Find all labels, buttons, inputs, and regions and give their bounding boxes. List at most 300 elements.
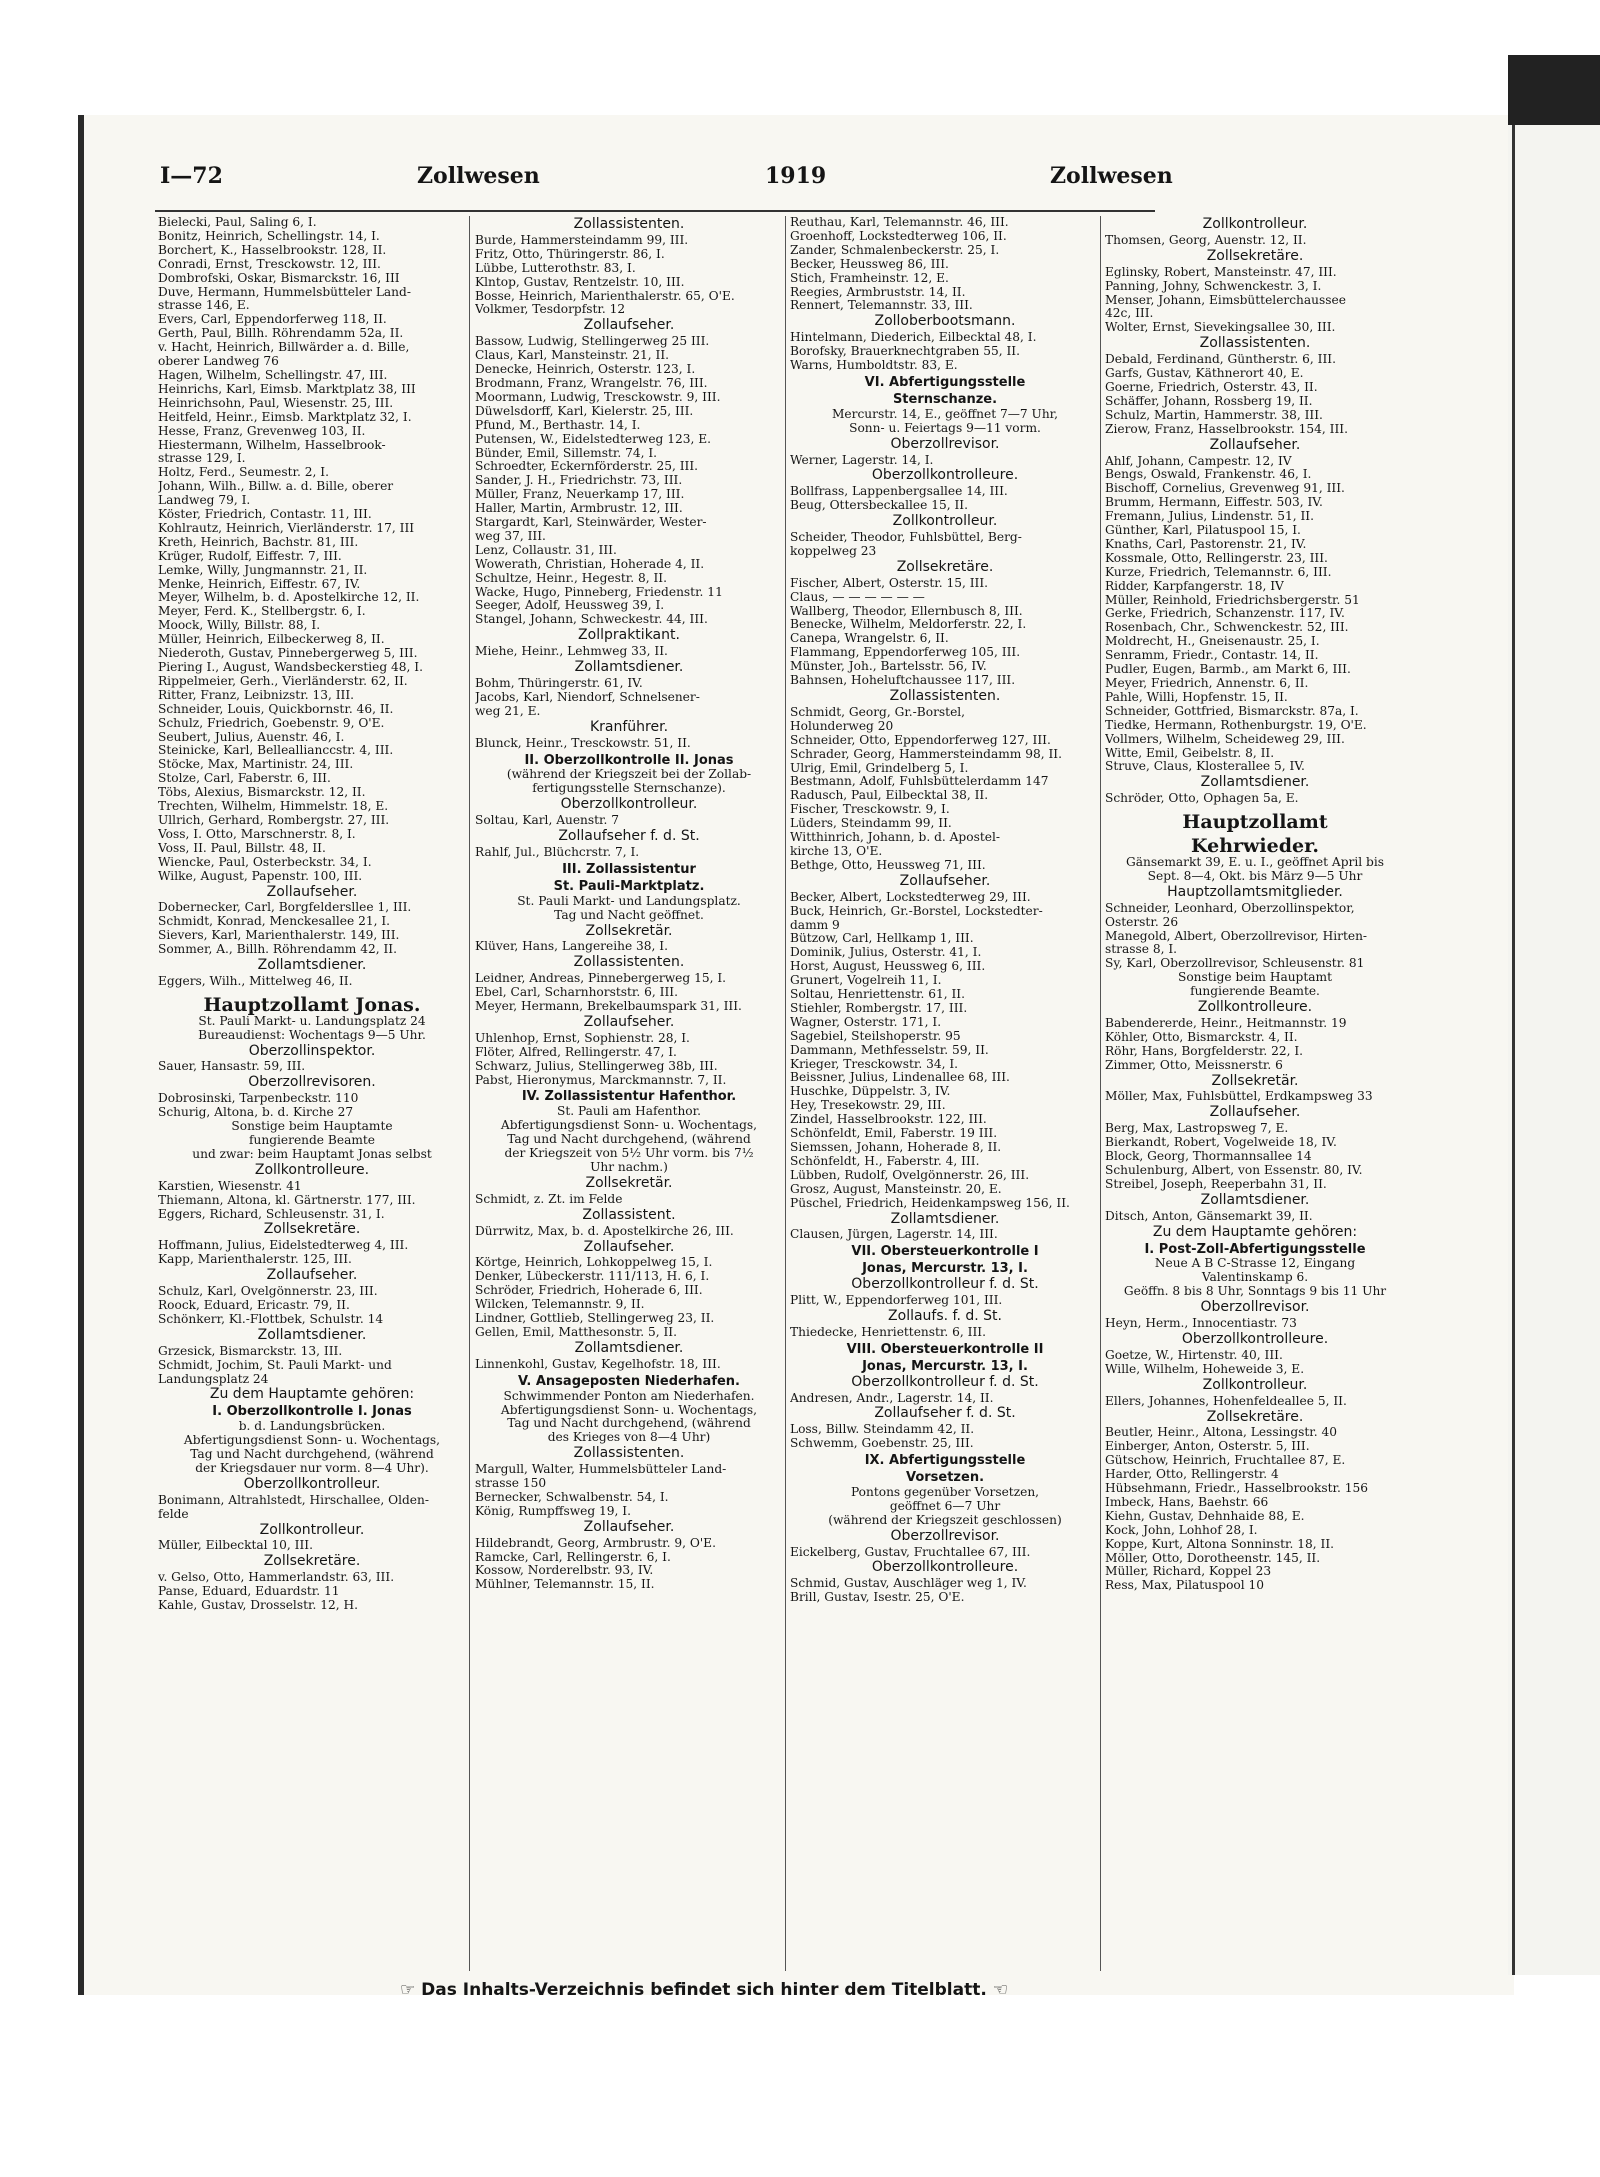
entry-line: Eggers, Wilh., Mittelweg 46, II. (158, 974, 353, 988)
centered-note: Bureaudienst: Wochentags 9—5 Uhr. (198, 1027, 426, 1042)
centered-note: Sonstige beim Hauptamt (1178, 970, 1332, 985)
centered-note: des Krieges von 8—4 Uhr) (547, 1430, 711, 1445)
entry-line: Rippelmeier, Gerh., Vierländerstr. 62, II. (158, 674, 408, 688)
entry-line: Borchert, K., Hasselbrookstr. 128, II. (158, 243, 387, 257)
entry-line: Wilcken, Telemannstr. 9, II. (475, 1298, 645, 1312)
entry-line: Flöter, Alfred, Rellingerstr. 47, I. (475, 1045, 677, 1059)
entry-line: Zimmer, Otto, Meissnerstr. 6 (1105, 1058, 1283, 1072)
entry-line: Evers, Carl, Eppendorferweg 118, II. (158, 313, 387, 327)
entry-line: Schmidt, Jochim, St. Pauli Markt- und (158, 1358, 392, 1372)
entry-line: Sagebiel, Steilshoperstr. 95 (790, 1029, 961, 1043)
section-heading: Zollaufseher. (1209, 436, 1301, 453)
section-heading: Zollsekretäre. (263, 1221, 361, 1238)
entry-line: Kiehn, Gustav, Dehnhaide 88, E. (1105, 1509, 1305, 1523)
entry-line: Wiencke, Paul, Osterbeckstr. 34, I. (158, 855, 372, 869)
entry-line: Schulz, Karl, Övelgönnerstr. 23, III. (158, 1285, 378, 1299)
entry-line: Tiedke, Hermann, Rothenburgstr. 19, O'E. (1105, 718, 1367, 732)
centered-note: Pontons gegenüber Vorsetzen, (850, 1484, 1040, 1499)
entry-line: Steinicke, Karl, Belleallianccstr. 4, III. (158, 744, 394, 758)
entry-line: Margull, Walter, Hummelsbütteler Land- (475, 1463, 727, 1477)
section-heading: Oberzollrevisor. (1200, 1299, 1310, 1316)
entry-line: Goerne, Friedrich, Osterstr. 43, II. (1105, 380, 1318, 394)
entry-line: Zindel, Hasselbrookstr. 122, III. (790, 1113, 987, 1127)
section-heading: Zollsekretär. (1211, 1072, 1299, 1089)
entry-line: Warns, Humboldtstr. 83, E. (790, 359, 958, 373)
entry-line: Schneider, Louis, Quickbornstr. 46, II. (158, 702, 394, 716)
entry-line: Schönkerr, Kl.-Flottbek, Schulstr. 14 (158, 1312, 384, 1326)
entry-line: Schulz, Friedrich, Goebenstr. 9, O'E. (158, 716, 385, 730)
section-heading: Zollassistenten. (1199, 335, 1311, 352)
entry-line: Grunert, Vogelreih 11, I. (790, 974, 942, 988)
centered-note: St. Pauli Markt- u. Landungsplatz 24 (198, 1013, 426, 1028)
entry-line: Claus, — — — — — — (790, 590, 925, 604)
entry-line: Schönfeldt, H., Faberstr. 4, III. (790, 1154, 980, 1168)
office-heading: IX. Abfertigungsstelle (864, 1453, 1026, 1469)
entry-line: Bünder, Emil, Sillemstr. 74, I. (475, 446, 658, 460)
office-heading: Jonas, Mercurstr. 13, I. (862, 1261, 1028, 1277)
entry-line: oberer Landweg 76 (158, 355, 279, 369)
entry-line: Schmidt, z. Zt. im Felde (475, 1192, 623, 1206)
entry-line: Schultze, Heinr., Hegestr. 8, II. (475, 571, 667, 585)
entry-line: Kahle, Gustav, Drosselstr. 12, H. (158, 1599, 358, 1613)
entry-line: Grosz, August, Mansteinstr. 20, E. (790, 1182, 1002, 1196)
entry-line: Harder, Otto, Rellingerstr. 4 (1105, 1468, 1279, 1482)
entry-line: Bosse, Heinrich, Marienthalerstr. 65, O'E. (475, 289, 735, 303)
centered-note: Tag und Nacht durchgehend, (während (507, 1132, 751, 1147)
office-heading: V. Ansageposten Niederhafen. (518, 1373, 740, 1389)
entry-line: Schrader, Georg, Hammersteindamm 98, II. (790, 747, 1062, 761)
entry-line: Schneider, Otto, Eppendorferweg 127, III. (790, 733, 1051, 747)
entry-line: Töbs, Alexius, Bismarckstr. 12, II. (158, 786, 366, 800)
office-heading: Vorsetzen. (905, 1470, 985, 1486)
entry-line: Beissner, Julius, Lindenallee 68, III. (790, 1071, 1010, 1085)
entry-line: Münster, Joh., Bartelsstr. 56, IV. (790, 660, 987, 674)
entry-line: Gerth, Paul, Billh. Röhrendamm 52a, II. (158, 327, 404, 341)
entry-line: Moldrecht, H., Gneisenaustr. 25, I. (1105, 635, 1320, 649)
centered-note: fungierende Beamte (249, 1133, 375, 1147)
entry-line: Wolter, Ernst, Sievekingsallee 30, III. (1105, 321, 1336, 335)
entry-line: Goetze, W., Hirtenstr. 40, III. (1105, 1348, 1283, 1362)
entry-line: Günther, Karl, Pilatuspool 15, I. (1105, 524, 1301, 538)
centered-note: geöffnet 6—7 Uhr (889, 1498, 1001, 1513)
section-heading: Zollsekretär. (585, 922, 673, 939)
section-heading: Zollkontrolleur. (1202, 216, 1308, 232)
entry-line: Linnenkohl, Gustav, Kegelhofstr. 18, III. (475, 1357, 721, 1371)
section-heading: Zollaufseher f. d. St. (874, 1405, 1016, 1422)
entry-line: Volkmer, Tesdorpfstr. 12 (475, 303, 626, 317)
entry-line: Schulz, Martin, Hammerstr. 38, III. (1105, 408, 1323, 422)
section-heading: Zollamtsdiener. (257, 957, 367, 974)
entry-line: Huschke, Düppelstr. 3, IV. (790, 1085, 951, 1099)
entry-line: strasse 150 (475, 1477, 547, 1491)
centered-note: Geöffn. 8 bis 8 Uhr, Sonntags 9 bis 11 Uhr (1123, 1284, 1387, 1299)
entry-line: Lübben, Rudolf, Övelgönnerstr. 26, III. (790, 1168, 1030, 1182)
section-heading: Zollsekretär. (585, 1174, 673, 1191)
entry-line: Einberger, Anton, Osterstr. 5, III. (1105, 1440, 1310, 1454)
entry-line: Denker, Lübeckerstr. 111/113, H. 6, I. (475, 1270, 710, 1284)
entry-line: Schneider, Gottfried, Bismarckstr. 87a, I. (1105, 704, 1359, 718)
entry-line: Seeger, Adolf, Heussweg 39, I. (475, 599, 665, 613)
entry-line: Stiehler, Rombergstr. 17, III. (790, 1001, 968, 1015)
centered-note: Sonn- u. Feiertags 9—11 vorm. (849, 420, 1041, 435)
section-heading: Zollaufseher. (266, 1267, 358, 1284)
entry-line: Kossow, Norderelbstr. 93, IV. (475, 1564, 654, 1578)
entry-line: Senramm, Friedr., Contastr. 14, II. (1105, 649, 1319, 663)
entry-line: Fischer, Tresckowstr. 9, I. (790, 803, 950, 817)
section-heading: Oberzollrevisor. (890, 1527, 1000, 1544)
section-heading: Hauptzollamtsmitglieder. (1167, 883, 1343, 900)
entry-line: Ebel, Carl, Scharnhorststr. 6, III. (475, 986, 678, 1000)
entry-line: Buck, Heinrich, Gr.-Borstel, Lockstedter- (790, 904, 1043, 918)
entry-line: Thiemann, Altona, kl. Gärtnerstr. 177, III. (158, 1193, 416, 1207)
entry-line: Kossmale, Otto, Rellingerstr. 23, III. (1105, 551, 1328, 565)
centered-note: fertigungsstelle Sternschanze). (532, 781, 726, 796)
entry-line: Beutler, Heinr., Altona, Lessingstr. 40 (1105, 1426, 1338, 1440)
centered-note: Gänsemarkt 39, E. u. I., geöffnet April bis (1126, 854, 1384, 869)
section-heading: Zollassistent. (582, 1206, 676, 1223)
entry-line: Siemssen, Johann, Hoherade 8, II. (790, 1141, 1002, 1154)
entry-line: Kock, John, Lohhof 28, I. (1105, 1523, 1258, 1537)
section-heading: Oberzollrevisoren. (248, 1074, 376, 1091)
entry-line: Wowerath, Christian, Hoherade 4, II. (475, 557, 705, 571)
entry-line: Schmidt, Georg, Gr.-Borstel, (790, 705, 966, 719)
entry-line: Kapp, Marienthalerstr. 125, III. (158, 1253, 352, 1267)
office-heading: II. Oberzollkontrolle II. Jonas (524, 752, 734, 768)
header-right-title: Zollwesen (1050, 163, 1173, 189)
entry-line: Beug, Ottersbeckallee 15, II. (790, 499, 968, 513)
entry-line: Thiedecke, Henriettenstr. 6, III. (790, 1325, 986, 1339)
entry-line: Pfund, M., Berthastr. 14, I. (475, 418, 641, 432)
entry-line: Niederoth, Gustav, Pinnebergerweg 5, III. (158, 647, 418, 661)
entry-line: Debald, Ferdinand, Güntherstr. 6, III. (1105, 353, 1336, 367)
entry-line: Müller, Heinrich, Eilbeckerweg 8, II. (158, 633, 385, 647)
entry-line: Sauer, Hansastr. 59, III. (158, 1060, 306, 1074)
entry-line: Scheider, Theodor, Fuhlsbüttel, Berg- (790, 531, 1022, 545)
centered-note: Sonstige beim Hauptamte (231, 1119, 393, 1134)
column-3 (790, 216, 1100, 1605)
entry-line: Müller, Franz, Neuerkamp 17, III. (475, 488, 685, 502)
section-heading: Zollaufseher f. d. St. (558, 828, 700, 845)
section-heading: Oberzollkontrolleur f. d. St. (851, 1373, 1039, 1390)
entry-line: koppelweg 23 (790, 544, 877, 558)
office-heading: VI. Abfertigungsstelle (864, 374, 1026, 390)
entry-line: Denecke, Heinrich, Osterstr. 123, I. (475, 363, 696, 377)
entry-line: Schulenburg, Albert, von Essenstr. 80, IV. (1105, 1164, 1363, 1177)
entry-line: Ullrich, Gerhard, Rombergstr. 27, III. (158, 813, 390, 827)
entry-line: Bestmann, Adolf, Fuhlsbüttelerdamm 147 (790, 775, 1049, 789)
entry-line: Brodmann, Franz, Wrangelstr. 76, III. (475, 376, 708, 390)
centered-note: Abfertigungsdienst Sonn- u. Wochentags, (500, 1402, 758, 1417)
entry-line: Grzesick, Bismarckstr. 13, III. (158, 1344, 343, 1358)
entry-line: Imbeck, Hans, Baehstr. 66 (1105, 1495, 1269, 1509)
entry-line: Dammann, Methfesselstr. 59, II. (790, 1043, 989, 1057)
entry-line: Johann, Wilh., Billw. a. d. Bille, oberer (158, 480, 394, 494)
section-heading: Zollkontrolleure. (1197, 999, 1313, 1016)
office-heading: IV. Zollassistentur Hafenthor. (521, 1089, 737, 1105)
entry-line: Panning, Johny, Schwenckestr. 3, I. (1105, 279, 1322, 293)
entry-line: Holunderweg 20 (790, 719, 894, 733)
main-office-title: Hauptzollamt Jonas. (203, 993, 421, 1016)
entry-line: Mühlner, Telemannstr. 15, II. (475, 1578, 655, 1592)
page-number: I—72 (160, 163, 223, 189)
entry-line: Lübbe, Lutterothstr. 83, I. (475, 261, 636, 275)
entry-line: Kreth, Heinrich, Bachstr. 81, III. (158, 535, 359, 549)
entry-line: Wallberg, Theodor, Ellernbusch 8, III. (790, 604, 1023, 618)
entry-line: Babendererde, Heinr., Heitmannstr. 19 (1105, 1016, 1347, 1030)
entry-line: v. Hacht, Heinrich, Billwärder a. d. Bille, (158, 341, 410, 355)
entry-line: Knaths, Carl, Pastorenstr. 21, IV. (1105, 537, 1307, 551)
entry-line: Stolze, Carl, Faberstr. 6, III. (158, 772, 331, 786)
entry-line: weg 37, III. (475, 529, 546, 543)
entry-line: Reegies, Armbruststr. 14, II. (790, 285, 966, 299)
section-heading: Zolloberbootsmann. (874, 313, 1016, 330)
entry-line: Heitfeld, Heinr., Eimsb. Marktplatz 32, I. (158, 410, 412, 424)
entry-line: Hildebrandt, Georg, Armbrustr. 9, O'E. (475, 1536, 716, 1550)
entry-line: Canepa, Wrangelstr. 6, II. (790, 632, 949, 646)
entry-line: Jacobs, Karl, Niendorf, Schnelsener- (475, 690, 700, 704)
entry-line: Düwelsdorff, Karl, Kielerstr. 25, III. (475, 404, 694, 418)
entry-line: Wilke, August, Papenstr. 100, III. (158, 869, 363, 883)
centered-note: Uhr nachm.) (590, 1160, 668, 1174)
entry-line: Schwarz, Julius, Stellingerweg 38b, III. (475, 1059, 718, 1073)
entry-line: Ramcke, Carl, Rellingerstr. 6, I. (475, 1550, 671, 1564)
entry-line: Roock, Eduard, Ericastr. 79, II. (158, 1298, 350, 1312)
entry-line: Brumm, Hermann, Eiffestr. 503, IV. (1105, 496, 1323, 510)
section-heading: Zollkontrolleur. (1202, 1376, 1308, 1393)
entry-line: Eickelberg, Gustav, Fruchtallee 67, III. (790, 1545, 1031, 1559)
entry-line: Schröder, Friedrich, Hoherade 6, III. (475, 1284, 703, 1298)
centered-note: fungierende Beamte. (1190, 984, 1320, 999)
entry-line: Groenhoff, Lockstedterweg 106, II. (790, 229, 1007, 243)
entry-line: Flammang, Eppendorferweg 105, III. (790, 646, 1021, 660)
centered-note: Abfertigungsdienst Sonn- u. Wochentags, (500, 1118, 758, 1133)
entry-line: Müller, Eilbecktal 10, III. (158, 1539, 313, 1553)
section-heading: Kranführer. (589, 718, 669, 735)
entry-line: Witte, Emil, Geibelstr. 8, II. (1105, 746, 1275, 760)
centered-note: und zwar: beim Hauptamt Jonas selbst (192, 1146, 432, 1161)
entry-line: Bonimann, Altrahlstedt, Hirschallee, Olden- (158, 1493, 429, 1507)
section-heading: Oberzollinspektor. (248, 1042, 376, 1059)
entry-line: Stargardt, Karl, Steinwärder, Wester- (475, 516, 707, 530)
office-heading: VII. Obersteuerkontrolle I (851, 1244, 1039, 1260)
entry-line: 42c, III. (1105, 307, 1154, 321)
entry-line: Eggers, Richard, Schleusenstr. 31, I. (158, 1207, 385, 1221)
centered-note: der Kriegsdauer nur vorm. 8—4 Uhr). (195, 1460, 429, 1475)
entry-line: Voss, II. Paul, Billstr. 48, II. (158, 841, 326, 855)
entry-line: Sommer, A., Billh. Röhrendamm 42, II. (158, 943, 397, 957)
next-page-edge (1508, 115, 1600, 1975)
entry-line: Müller, Richard, Koppel 23 (1105, 1565, 1272, 1579)
entry-line: Gerke, Friedrich, Schanzenstr. 117, IV. (1105, 607, 1345, 621)
entry-line: Putensen, W., Eidelstedterweg 123, E. (475, 432, 711, 446)
entry-line: Rahlf, Jul., Blüchcrstr. 7, I. (475, 845, 640, 859)
section-heading: Zollassistenten. (573, 954, 685, 971)
office-heading: St. Pauli-Marktplatz. (553, 878, 705, 894)
entry-line: Krieger, Tresckowstr. 34, I. (790, 1057, 959, 1071)
entry-line: Schurig, Altona, b. d. Kirche 27 (158, 1106, 354, 1120)
entry-line: Sy, Karl, Oberzollrevisor, Schleusenstr. 81 (1105, 957, 1365, 971)
entry-line: Becker, Heussweg 86, III. (790, 257, 949, 271)
entry-line: Horst, August, Heussweg 6, III. (790, 960, 986, 974)
entry-line: Dombrofski, Oskar, Bismarckstr. 16, III (158, 271, 400, 285)
section-heading: Zollpraktikant. (578, 627, 680, 644)
entry-line: König, Rumpffsweg 19, I. (475, 1504, 631, 1518)
header-rule (155, 210, 1155, 212)
section-heading: Zollaufseher. (583, 317, 675, 334)
entry-line: Berg, Max, Lastropsweg 7, E. (1105, 1122, 1289, 1136)
entry-line: Vollmers, Wilhelm, Scheideweg 29, III. (1105, 732, 1345, 746)
entry-line: Menser, Johann, Eimsbüttelerchaussee (1105, 293, 1346, 307)
centered-note: Tag und Nacht durchgehend, (während (507, 1416, 751, 1431)
office-heading: Jonas, Mercurstr. 13, I. (862, 1358, 1028, 1374)
entry-line: Streibel, Joseph, Reeperbahn 31, II. (1105, 1177, 1327, 1191)
centered-note: Tag und Nacht durchgehend, (während (190, 1447, 434, 1462)
entry-line: Ulrig, Emil, Grindelberg 5, I. (790, 761, 969, 775)
entry-line: Struve, Claus, Klosterallee 5, IV. (1105, 760, 1305, 774)
centered-note: (während der Kriegszeit geschlossen) (828, 1512, 1062, 1527)
column-1 (158, 216, 466, 1613)
entry-line: Lemke, Willy, Jungmannstr. 21, II. (158, 563, 368, 577)
entry-line: Ditsch, Anton, Gänsemarkt 39, II. (1105, 1209, 1313, 1223)
entry-line: Bernecker, Schwalbenstr. 54, I. (475, 1490, 669, 1504)
section-heading: Zollaufseher. (266, 883, 358, 900)
section-heading: Zollamtsdiener. (574, 659, 684, 676)
entry-line: Meyer, Wilhelm, b. d. Apostelkirche 12, II. (158, 591, 420, 605)
entry-line: Ridder, Karpfangerstr. 18, IV (1105, 579, 1284, 593)
entry-line: Seubert, Julius, Auenstr. 46, I. (158, 730, 345, 744)
entry-line: Borofsky, Brauerknechtgraben 55, II. (790, 345, 1020, 359)
section-heading: Oberzollkontrolleur. (243, 1475, 381, 1492)
entry-line: Stöcke, Max, Martinistr. 24, III. (158, 758, 354, 772)
entry-line: Schäffer, Johann, Rossberg 19, II. (1105, 394, 1313, 408)
section-heading: Zu dem Hauptamte gehören: (209, 1386, 415, 1403)
entry-line: Schroedter, Eckernförderstr. 25, III. (475, 460, 699, 474)
entry-line: Müller, Reinhold, Friedrichsbergerstr. 51 (1105, 593, 1360, 607)
section-heading: Zollaufs. f. d. St. (888, 1307, 1002, 1324)
section-heading: Zollsekretäre. (263, 1553, 361, 1570)
entry-line: Schneider, Leonhard, Oberzollinspektor, (1105, 901, 1355, 915)
section-heading: Oberzollrevisor. (890, 435, 1000, 452)
section-heading: Zollaufseher. (583, 1013, 675, 1030)
centered-note: der Kriegszeit von 5½ Uhr vorm. bis 7½ (504, 1146, 754, 1161)
entry-line: Bethge, Otto, Heussweg 71, III. (790, 858, 986, 872)
entry-line: Lenz, Collaustr. 31, III. (475, 543, 617, 557)
entry-line: Haller, Martin, Armbrustr. 12, III. (475, 502, 683, 516)
section-heading: Zollsekretäre. (1206, 1408, 1304, 1425)
entry-line: Fremann, Julius, Lindenstr. 51, II. (1105, 510, 1314, 524)
entry-line: Gellen, Emil, Matthesonstr. 5, II. (475, 1325, 677, 1339)
centered-note: St. Pauli Markt- und Landungsplatz. (517, 893, 741, 908)
section-heading: Zollkontrolleure. (254, 1161, 370, 1178)
centered-note: (während der Kriegszeit bei der Zollab- (506, 767, 752, 782)
centered-note: Schwimmender Ponton am Niederhafen. (503, 1388, 755, 1403)
entry-line: felde (158, 1507, 189, 1521)
entry-line: Soltau, Henriettenstr. 61, II. (790, 988, 965, 1002)
entry-line: Bischoff, Cornelius, Grevenweg 91, III. (1105, 482, 1345, 496)
office-heading: Sternschanze. (892, 391, 998, 407)
entry-line: Heinrichs, Karl, Eimsb. Marktplatz 38, III (158, 382, 416, 396)
entry-line: strasse 146, E. (158, 299, 250, 313)
entry-line: Plitt, W., Eppendorferweg 101, III. (790, 1294, 1003, 1308)
entry-line: Dobrosinski, Tarpenbeckstr. 110 (158, 1092, 359, 1106)
section-heading: Oberzollkontrolleur f. d. St. (851, 1276, 1039, 1293)
entry-line: Piering I., August, Wandsbeckerstieg 48, I. (158, 661, 423, 674)
entry-line: Fischer, Albert, Osterstr. 15, III. (790, 576, 989, 590)
entry-line: Moormann, Ludwig, Tresckowstr. 9, III. (475, 390, 721, 404)
entry-line: Wagner, Osterstr. 171, I. (790, 1015, 942, 1029)
centered-note: b. d. Landungsbrücken. (238, 1419, 386, 1434)
page-header (85, 163, 1173, 203)
section-heading: Zollkontrolleur. (259, 1521, 365, 1538)
entry-line: Ritter, Franz, Leibnizstr. 13, III. (158, 688, 355, 702)
section-heading: Zollaufseher. (583, 1518, 675, 1535)
entry-line: Hesse, Franz, Grevenweg 103, II. (158, 424, 366, 438)
entry-line: Köhler, Otto, Bismarckstr. 4, II. (1105, 1030, 1298, 1044)
entry-line: Hübsehmann, Friedr., Hasselbrookstr. 156 (1105, 1482, 1369, 1496)
section-heading: Zu dem Hauptamte gehören: (1152, 1223, 1358, 1240)
entry-line: strasse 8, I. (1105, 943, 1178, 957)
entry-line: Pudler, Eugen, Barmb., am Markt 6, III. (1105, 663, 1351, 677)
entry-line: Holtz, Ferd., Seumestr. 2, I. (158, 466, 329, 480)
entry-line: Dobernecker, Carl, Borgfeldersllee 1, III. (158, 901, 412, 915)
entry-line: Dominik, Julius, Osterstr. 41, I. (790, 946, 982, 960)
header-left-title: Zollwesen (417, 163, 540, 189)
entry-line: Duve, Hermann, Hummelsbütteler Land- (158, 285, 411, 299)
entry-line: Sievers, Karl, Marienthalerstr. 149, III. (158, 929, 400, 943)
entry-line: Landungsplatz 24 (158, 1372, 269, 1386)
entry-line: Hoffmann, Julius, Eidelstedterweg 4, III. (158, 1239, 409, 1253)
entry-line: Schmid, Gustav, Auschläger weg 1, IV. (790, 1577, 1027, 1591)
office-heading: I. Oberzollkontrolle I. Jonas (212, 1404, 412, 1420)
entry-line: Bengs, Oswald, Frankenstr. 46, I. (1105, 468, 1312, 482)
entry-line: Landweg 79, I. (158, 494, 251, 508)
entry-line: Radusch, Paul, Eilbecktal 38, II. (790, 789, 989, 803)
centered-note: Mercurstr. 14, E., geöffnet 7—7 Uhr, (831, 406, 1059, 421)
entry-line: Bahnsen, Hoheluftchaussee 117, III. (790, 674, 1016, 688)
section-heading: Oberzollkontrolleur. (560, 796, 698, 813)
entry-line: Leidner, Andreas, Pinnebergerweg 15, I. (475, 972, 727, 986)
entry-line: Karstien, Wiesenstr. 41 (158, 1179, 302, 1193)
section-heading: Zollamtsdiener. (890, 1210, 1000, 1227)
column-divider (1100, 216, 1101, 1971)
section-heading: Zollamtsdiener. (257, 1326, 367, 1343)
entry-line: Miehe, Heinr., Lehmweg 33, II. (475, 645, 668, 659)
entry-line: Bohm, Thüringerstr. 61, IV. (475, 677, 643, 690)
section-heading: Zollassistenten. (573, 1445, 685, 1462)
entry-line: Eglinsky, Robert, Mansteinstr. 47, III. (1105, 265, 1337, 279)
entry-line: Hagen, Wilhelm, Schellingstr. 47, III. (158, 368, 388, 382)
entry-line: Andresen, Andr., Lagerstr. 14, II. (790, 1391, 994, 1405)
main-office-title: Kehrwieder. (1191, 835, 1319, 858)
entry-line: Brill, Gustav, Isestr. 25, O'E. (790, 1591, 965, 1605)
entry-line: Voss, I. Otto, Marschnerstr. 8, I. (158, 827, 356, 841)
entry-line: Koppe, Kurt, Altona Sonninstr. 18, II. (1105, 1537, 1335, 1551)
entry-line: Block, Georg, Thormannsallee 14 (1105, 1150, 1312, 1164)
entry-line: Ress, Max, Pilatuspool 10 (1105, 1579, 1265, 1593)
entry-line: Zierow, Franz, Hasselbrookstr. 154, III. (1105, 422, 1348, 436)
entry-line: Moock, Willy, Billstr. 88, I. (158, 619, 321, 633)
footer-note: ☞ Das Inhalts-Verzeichnis befindet sich hinter dem Titelblatt. ☜ (400, 1980, 1008, 2000)
entry-line: Lüders, Steindamm 99, II. (790, 817, 952, 831)
section-heading: Oberzollkontrolleure. (871, 1559, 1019, 1576)
entry-line: Manegold, Albert, Oberzollrevisor, Hirten- (1105, 929, 1368, 943)
entry-line: Rennert, Telemannstr. 33, III. (790, 299, 973, 313)
column-4 (1105, 216, 1405, 1593)
entry-line: Pahle, Willi, Hopfenstr. 15, II. (1105, 690, 1288, 704)
entry-line: Bielecki, Paul, Saling 6, I. (158, 216, 317, 229)
entry-line: Burde, Hammersteindamm 99, III. (475, 233, 689, 247)
entry-line: Hintelmann, Diederich, Eilbecktal 48, I. (790, 331, 1037, 345)
